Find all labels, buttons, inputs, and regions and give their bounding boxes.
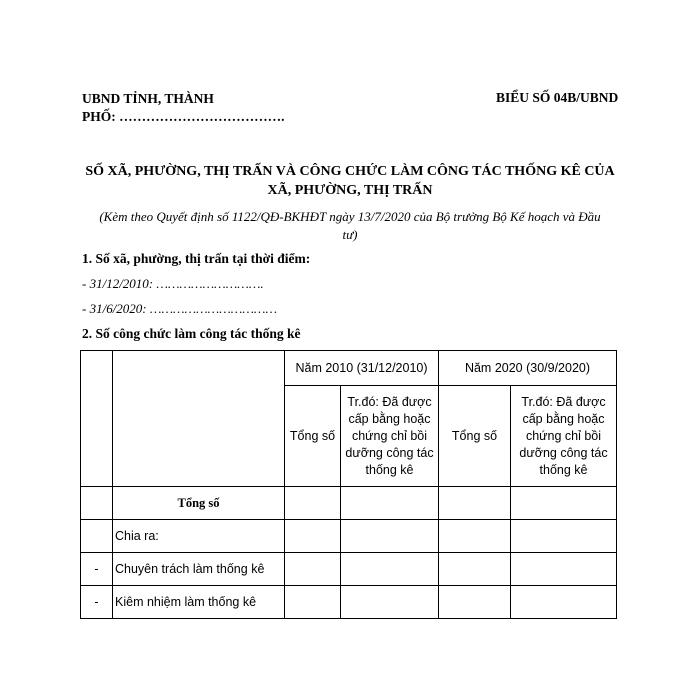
- label-header-cell: [113, 351, 285, 487]
- section-1-item-2020: - 31/6/2020: ……………………………: [82, 301, 278, 316]
- table-cell: [439, 553, 511, 586]
- row-marker: [81, 520, 113, 553]
- table-cell: [439, 487, 511, 520]
- table-cell: [511, 520, 617, 553]
- table-cell: [341, 586, 439, 619]
- row-marker: [81, 487, 113, 520]
- form-code: BIỂU SỐ 04B/UBND: [496, 90, 619, 105]
- table-row: [81, 586, 617, 619]
- table-cell: [341, 553, 439, 586]
- table-cell: [285, 553, 341, 586]
- table-cell: [511, 487, 617, 520]
- title-line-1: SỐ XÃ, PHƯỜNG, THỊ TRẤN VÀ CÔNG CHỨC LÀM CÔNG TÁC THỐNG KÊ CỦA: [85, 164, 615, 179]
- table-cell: [439, 520, 511, 553]
- title-line-2: XÃ, PHƯỜNG, THỊ TRẤN: [267, 183, 433, 198]
- table-cell: [439, 586, 511, 619]
- table-cell: [341, 487, 439, 520]
- subtitle-line-2: tư): [342, 227, 358, 242]
- document-subtitle: [78, 208, 622, 244]
- year-2010-header: Năm 2010 (31/12/2010): [285, 351, 439, 386]
- table-row: [81, 487, 617, 520]
- table-row: [81, 520, 617, 553]
- trained-2020-header: Tr.đó: Đã được cấp bằng hoặc chứng chỉ bồi dưỡng công tác thống kê: [511, 386, 617, 487]
- table-row: [81, 553, 617, 586]
- staff-table: [80, 350, 617, 619]
- total-2010-header: Tổng số: [285, 386, 341, 487]
- row-label: Chia ra:: [113, 520, 285, 553]
- total-2020-header: Tổng số: [439, 386, 511, 487]
- row-label: Kiêm nhiệm làm thống kê: [113, 586, 285, 619]
- section-2-heading: 2. Số công chức làm công tác thống kê: [82, 326, 301, 341]
- table-cell: [285, 487, 341, 520]
- year-2020-header: Năm 2020 (30/9/2020): [439, 351, 617, 386]
- trained-2010-header: Tr.đó: Đã được cấp bằng hoặc chứng chỉ bồi dưỡng công tác thống kê: [341, 386, 439, 487]
- section-1-item-2010: - 31/12/2010: ……………………….: [82, 276, 264, 291]
- table-cell: [285, 586, 341, 619]
- section-1-heading: 1. Số xã, phường, thị trấn tại thời điểm:: [82, 251, 311, 266]
- document-title: [70, 162, 630, 200]
- agency-header: [82, 90, 285, 126]
- subtitle-line-1: (Kèm theo Quyết định số 1122/QĐ-BKHĐT ngày 13/7/2020 của Bộ trưởng Bộ Kế hoạch và Đầu: [99, 209, 601, 224]
- marker-header-cell: [81, 351, 113, 487]
- row-label: Chuyên trách làm thống kê: [113, 553, 285, 586]
- table-cell: [511, 553, 617, 586]
- table-cell: [341, 520, 439, 553]
- table-cell: [511, 586, 617, 619]
- table-cell: [285, 520, 341, 553]
- agency-line-2: PHỐ: ……………………………….: [82, 109, 285, 124]
- row-label: Tổng số: [113, 487, 285, 520]
- agency-line-1: UBND TỈNH, THÀNH: [82, 91, 214, 106]
- row-marker: -: [81, 586, 113, 619]
- row-marker: -: [81, 553, 113, 586]
